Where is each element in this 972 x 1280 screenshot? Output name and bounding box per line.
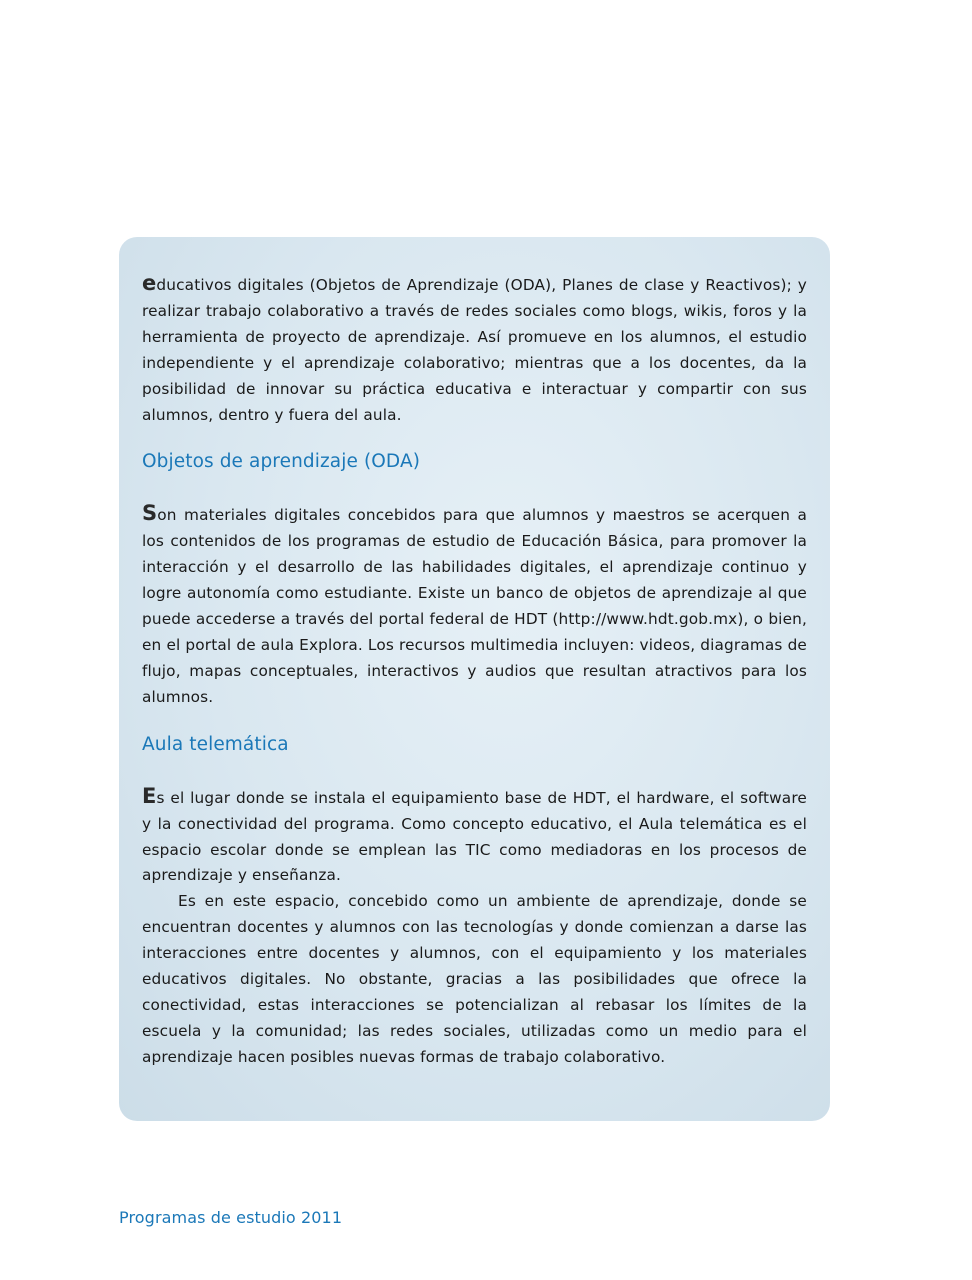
content-panel: [119, 237, 830, 1121]
section-heading-aula: Aula telemática: [142, 733, 289, 755]
oda-text: on materiales digitales concebidos para que alumnos y maestros se acerquen a los contenidos de los programas de estudio de Educación Básica, para promover la interacción y el desarrollo de las habilidades digitales, el aprendizaje continuo y logre autonomía como estudiante. Existe un banco de objetos de aprendizaje al que puede accederse a través del portal federal de HDT (http://www.hdt.gob.mx), o bien, en el portal de aula Explora. Los recursos multimedia incluyen: videos, diagramas de flujo, mapas conceptuales, interactivos y audios que resultan atractivos para los alumnos.: [142, 506, 807, 706]
aula-paragraph: [142, 783, 807, 890]
aula-text: s el lugar donde se instala el equipamiento base de HDT, el hardware, el software y la conectividad del programa. Como concepto educativo, el Aula telemática es el espacio escolar donde se emplean las TIC como mediadoras en los procesos de aprendizaje y enseñanza.: [142, 788, 807, 885]
section-heading-oda: Objetos de aprendizaje (ODA): [142, 451, 421, 473]
oda-paragraph: [142, 503, 807, 710]
dropcap: S: [142, 501, 158, 526]
page-footer: Programas de estudio 2011: [119, 1208, 343, 1227]
dropcap: e: [142, 271, 157, 295]
aula-paragraph-2: Es en este espacio, concebido como un ambiente de aprendizaje, donde se encuentran docentes y alumnos con las tecnologías y donde comienzan a darse las interacciones entre docentes y alumnos, con el equipamiento y los materiales educativos digitales. No obstante, gracias a las posibilidades que ofrece la conectividad, estas interacciones se potencializan al rebasar los límites de la escuela y la comunidad; las redes sociales, utilizadas como un medio para el aprendizaje hacen posibles nuevas formas de trabajo colaborativo.: [142, 892, 807, 1066]
dropcap: E: [142, 783, 157, 808]
intro-text: ducativos digitales (Objetos de Aprendizaje (ODA), Planes de clase y Reactivos); y realizar trabajo colaborativo a través de redes sociales como blogs, wikis, foros y la herramienta de proyecto de aprendizaje. Así promueve en los alumnos, el estudio independiente y el aprendizaje colaborativo; mientras que a los docentes, da la posibilidad de innovar su práctica educativa e interactuar y compartir con sus alumnos, dentro y fuera del aula.: [142, 276, 807, 424]
intro-paragraph: [142, 273, 807, 428]
